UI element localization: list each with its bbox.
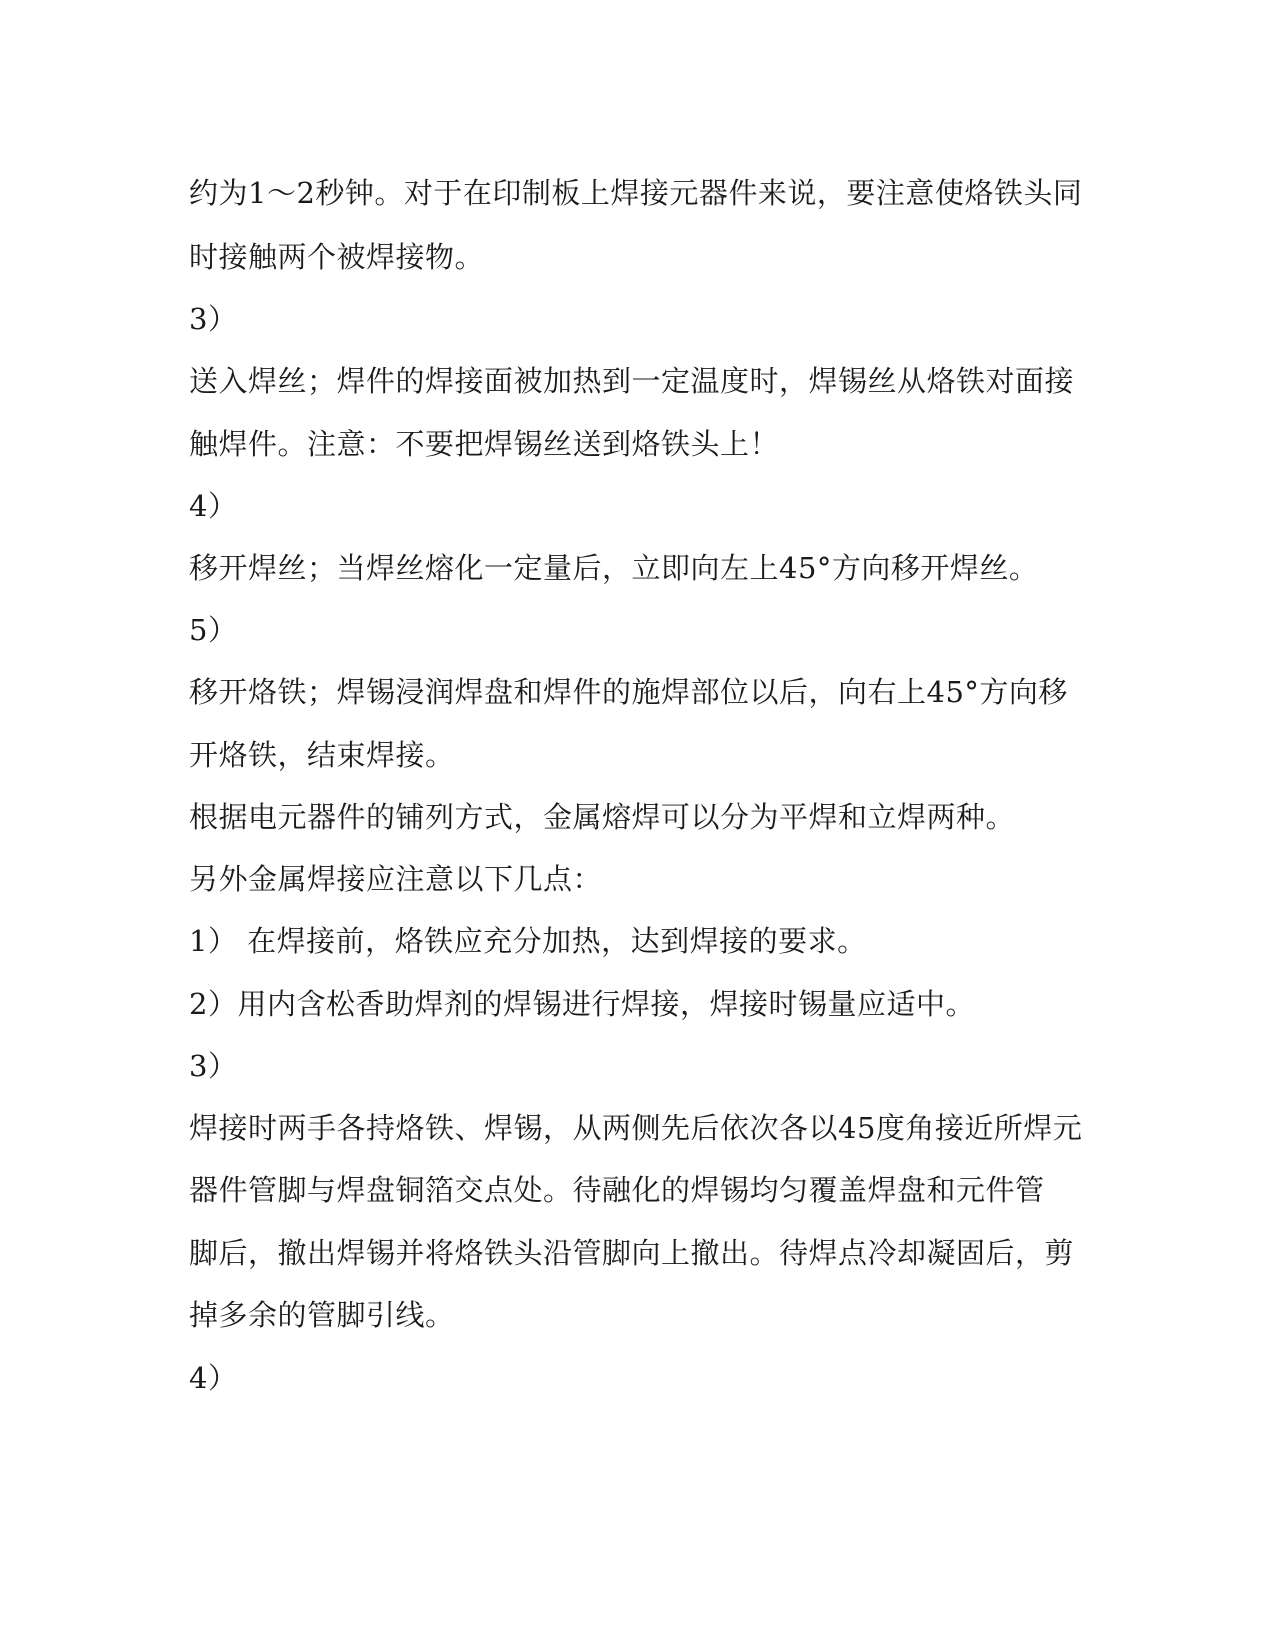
text-line: 约为1～2秒钟。对于在印制板上焊接元器件来说，要注意使烙铁头同 <box>189 176 1083 210</box>
text-line: 开烙铁，结束焊接。 <box>189 738 455 772</box>
text-line: 器件管脚与焊盘铜箔交点处。待融化的焊锡均匀覆盖焊盘和元件管 <box>189 1173 1045 1207</box>
step-number: 3） <box>189 1049 238 1083</box>
list-item: 2）用内含松香助焊剂的焊锡进行焊接，焊接时锡量应适中。 <box>189 987 975 1021</box>
step-number: 4） <box>189 1361 238 1395</box>
step-number: 4） <box>189 489 238 523</box>
text-line: 焊接时两手各持烙铁、焊锡，从两侧先后依次各以45度角接近所焊元 <box>189 1111 1083 1145</box>
text-line: 脚后，撤出焊锡并将烙铁头沿管脚向上撤出。待焊点冷却凝固后，剪 <box>189 1236 1075 1270</box>
text-line: 根据电元器件的铺列方式，金属熔焊可以分为平焊和立焊两种。 <box>189 800 1016 834</box>
step-number: 3） <box>189 302 238 336</box>
text-line: 移开烙铁；焊锡浸润焊盘和焊件的施焊部位以后，向右上45°方向移 <box>189 675 1068 709</box>
text-line: 移开焊丝；当焊丝熔化一定量后，立即向左上45°方向移开焊丝。 <box>189 551 1039 585</box>
list-item: 1） 在焊接前，烙铁应充分加热，达到焊接的要求。 <box>189 924 867 958</box>
text-line: 触焊件。注意：不要把焊锡丝送到烙铁头上！ <box>189 427 780 461</box>
text-line: 时接触两个被焊接物。 <box>189 240 485 274</box>
text-line: 掉多余的管脚引线。 <box>189 1298 455 1332</box>
step-number: 5） <box>189 613 238 647</box>
text-line: 另外金属焊接应注意以下几点： <box>189 862 603 896</box>
text-line: 送入焊丝；焊件的焊接面被加热到一定温度时，焊锡丝从烙铁对面接 <box>189 364 1075 398</box>
